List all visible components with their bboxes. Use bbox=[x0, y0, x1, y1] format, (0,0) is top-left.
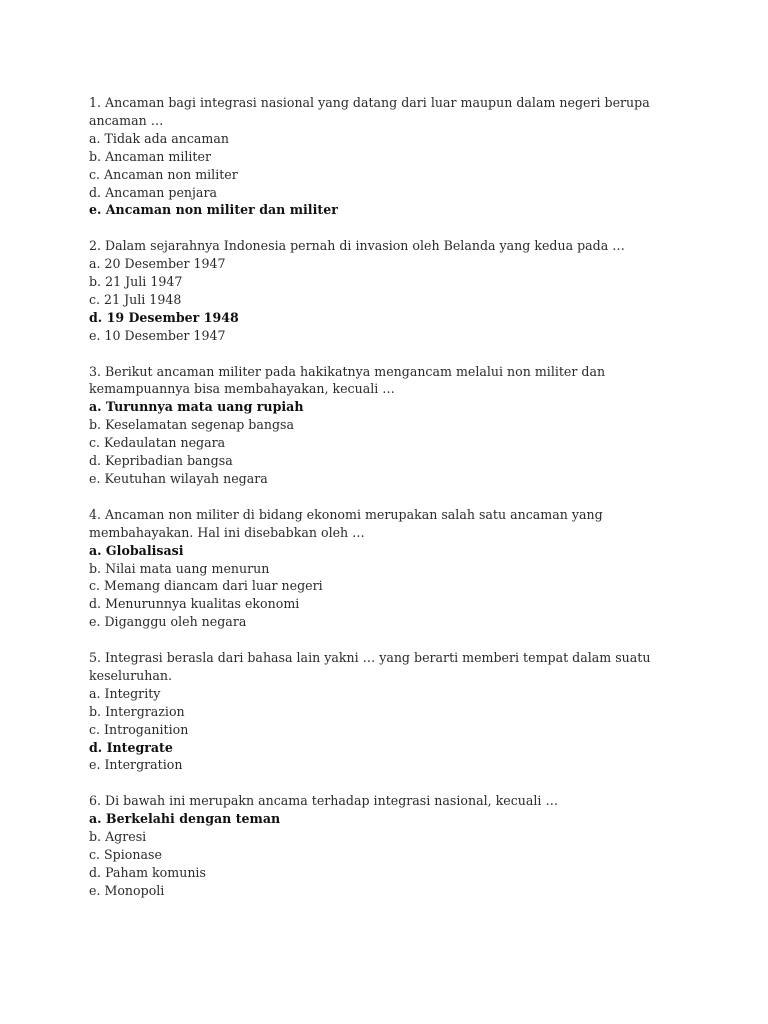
answer-option: e. Intergration bbox=[89, 757, 183, 773]
answer-option-correct: e. Ancaman non militer dan militer bbox=[89, 202, 338, 218]
answer-option: b. Nilai mata uang menurun bbox=[89, 560, 270, 576]
question-block bbox=[89, 649, 708, 774]
question-text: 5. Integrasi berasla dari bahasa lain yakni … yang berarti memberi tempat dalam suatu keseluruhan. bbox=[89, 650, 651, 683]
answer-option: b. 21 Juli 1947 bbox=[89, 274, 183, 290]
question-text: 2. Dalam sejarahnya Indonesia pernah di invasion oleh Belanda yang kedua pada … bbox=[89, 238, 625, 254]
question-block bbox=[89, 94, 708, 219]
question-text: 4. Ancaman non militer di bidang ekonomi merupakan salah satu ancaman yang membahayakan. Hal ini disebabkan oleh … bbox=[89, 506, 603, 540]
answer-option: e. Monopoli bbox=[89, 882, 165, 898]
answer-option: c. Introganition bbox=[89, 721, 189, 737]
answer-option: c. Ancaman non militer bbox=[89, 166, 238, 182]
answer-option: c. Memang diancam dari luar negeri bbox=[89, 578, 323, 594]
answer-option: b. Intergrazion bbox=[89, 703, 185, 719]
answer-option: d. Kepribadian bangsa bbox=[89, 453, 233, 469]
question-list bbox=[89, 94, 708, 900]
question-block bbox=[89, 237, 708, 344]
question-block bbox=[89, 792, 708, 899]
answer-option: c. 21 Juli 1948 bbox=[89, 291, 182, 307]
answer-option-correct: a. Turunnya mata uang rupiah bbox=[89, 399, 304, 415]
question-text: 1. Ancaman bagi integrasi nasional yang datang dari luar maupun dalam negeri berupa ancaman … bbox=[89, 95, 650, 128]
answer-option: e. 10 Desember 1947 bbox=[89, 327, 226, 343]
answer-option: d. Paham komunis bbox=[89, 864, 206, 880]
answer-option: d. Menurunnya kualitas ekonomi bbox=[89, 596, 300, 612]
answer-option: a. Integrity bbox=[89, 685, 161, 701]
answer-option: e. Diganggu oleh negara bbox=[89, 614, 247, 630]
answer-option-correct: a. Globalisasi bbox=[89, 542, 184, 558]
answer-option: d. Ancaman penjara bbox=[89, 184, 217, 200]
answer-option: c. Spionase bbox=[89, 846, 162, 862]
answer-option: e. Keutuhan wilayah negara bbox=[89, 471, 268, 486]
question-text: 3. Berikut ancaman militer pada hakikatnya mengancam melalui non militer dan kemampuannya bisa membahayakan, kecuali … bbox=[89, 363, 606, 397]
answer-option: b. Ancaman militer bbox=[89, 148, 211, 164]
answer-option: a. Tidak ada ancaman bbox=[89, 130, 229, 146]
question-text: 6. Di bawah ini merupakn ancama terhadap integrasi nasional, kecuali … bbox=[89, 793, 559, 809]
answer-option-correct: d. 19 Desember 1948 bbox=[89, 309, 239, 325]
answer-option-correct: d. Integrate bbox=[89, 739, 173, 755]
answer-option: b. Agresi bbox=[89, 829, 147, 845]
question-block bbox=[89, 363, 708, 488]
answer-option: b. Keselamatan segenap bangsa bbox=[89, 417, 295, 433]
question-block bbox=[89, 506, 708, 631]
answer-option-correct: a. Berkelahi dengan teman bbox=[89, 811, 281, 827]
answer-option: c. Kedaulatan negara bbox=[89, 435, 226, 451]
answer-option: a. 20 Desember 1947 bbox=[89, 256, 226, 272]
